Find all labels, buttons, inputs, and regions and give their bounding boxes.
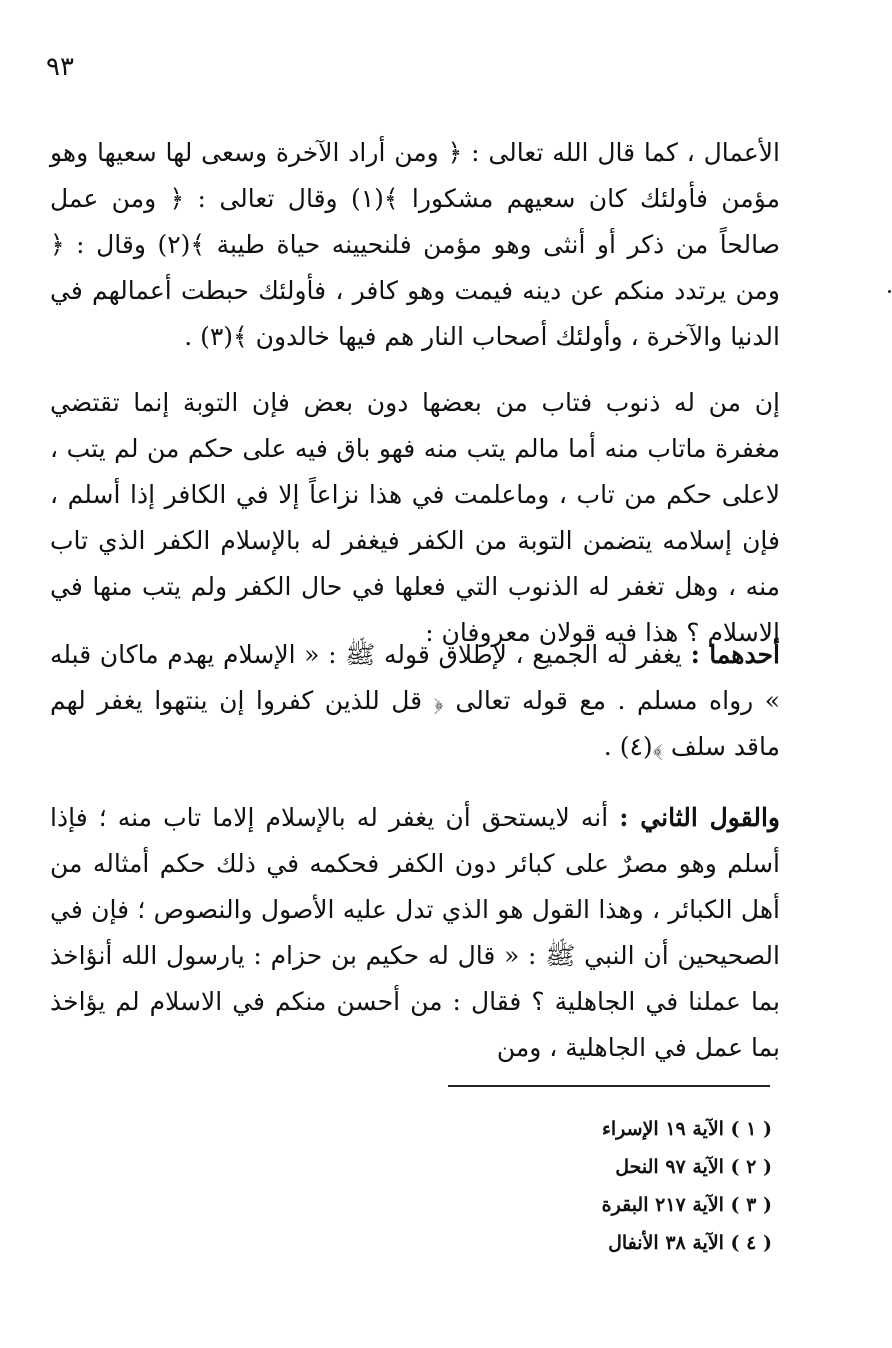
paragraph-3 [50,632,780,770]
footnote-divider [448,1085,770,1087]
paragraph-4-body: أنه لايستحق أن يغفر له بالإسلام إلاما تاب منه ؛ فإذا أسلم وهو مصرٌ على كبائر دون الكفر فحكمه في ذلك حكم أمثاله من أهل الكبائر ، وهذا القول هو الذي تدل عليه الأصول والنصوص ؛ فإن في الصحيحين أن النبي ﷺ : « قال له حكيم بن حزام : يارسول الله أنؤاخذ بما عملنا في الجاهلية ؟ فقال : من أحسن منكم في الاسلام لم يؤاخذ بما عمل في الجاهلية ، ومن [50,803,780,1062]
paragraph-4 [50,795,780,1071]
footnote-4: ( ٤ ) الآية ٣٨ الأنفال [608,1232,772,1254]
page-number: ٩٣ [46,52,74,82]
paragraph-3-body: يغفر له الجميع ، لإطلاق قوله ﷺ : « الإسلام يهدم ماكان قبله » رواه مسلم . مع قوله تعالى ﴿ قل للذين كفروا إن ينتهوا يغفر لهم ماقد سلف ﴾(٤) . [50,640,780,761]
footnote-1: ( ١ ) الآية ١٩ الإسراء [601,1118,772,1140]
scan-speck [888,290,891,293]
paragraph-3-lead: أحدهما : [690,640,780,669]
footnote-3: ( ٣ ) الآية ٢١٧ البقرة [601,1194,772,1216]
paragraph-1: الأعمال ، كما قال الله تعالى : ﴿ ومن أراد الآخرة وسعى لها سعيها وهو مؤمن فأولئك كان سعيهم مشكورا ﴾(١) وقال تعالى : ﴿ ومن عمل صالحاً من ذكر أو أنثى وهو مؤمن فلنحيينه حياة طيبة ﴾(٢) وقال : ﴿ ومن يرتدد منكم عن دينه فيمت وهو كافر ، فأولئك حبطت أعمالهم في الدنيا والآخرة ، وأولئك أصحاب النار هم فيها خالدون ﴾(٣) . [50,138,781,351]
footnote-2: ( ٢ ) الآية ٩٧ النحل [615,1156,772,1178]
footnotes [602,1110,772,1262]
paragraph-4-lead: والقول الثاني : [619,803,780,832]
paragraph-2: إن من له ذنوب فتاب من بعضها دون بعض فإن التوبة إنما تقتضي مغفرة ماتاب منه أما مالم يتب منه فهو باق فيه على حكم من لم يتب ، لاعلى حكم من تاب ، وماعلمت في هذا نزاعاً إلا في الكافر إذا أسلم ، فإن إسلامه يتضمن التوبة من الكفر فيغفر له بالإسلام الكفر الذي تاب منه ، وهل تغفر له الذنوب التي فعلها في حال الكفر ولم يتب منها في الاسلام ؟ هذا فيه قولان معروفان : [50,388,780,647]
